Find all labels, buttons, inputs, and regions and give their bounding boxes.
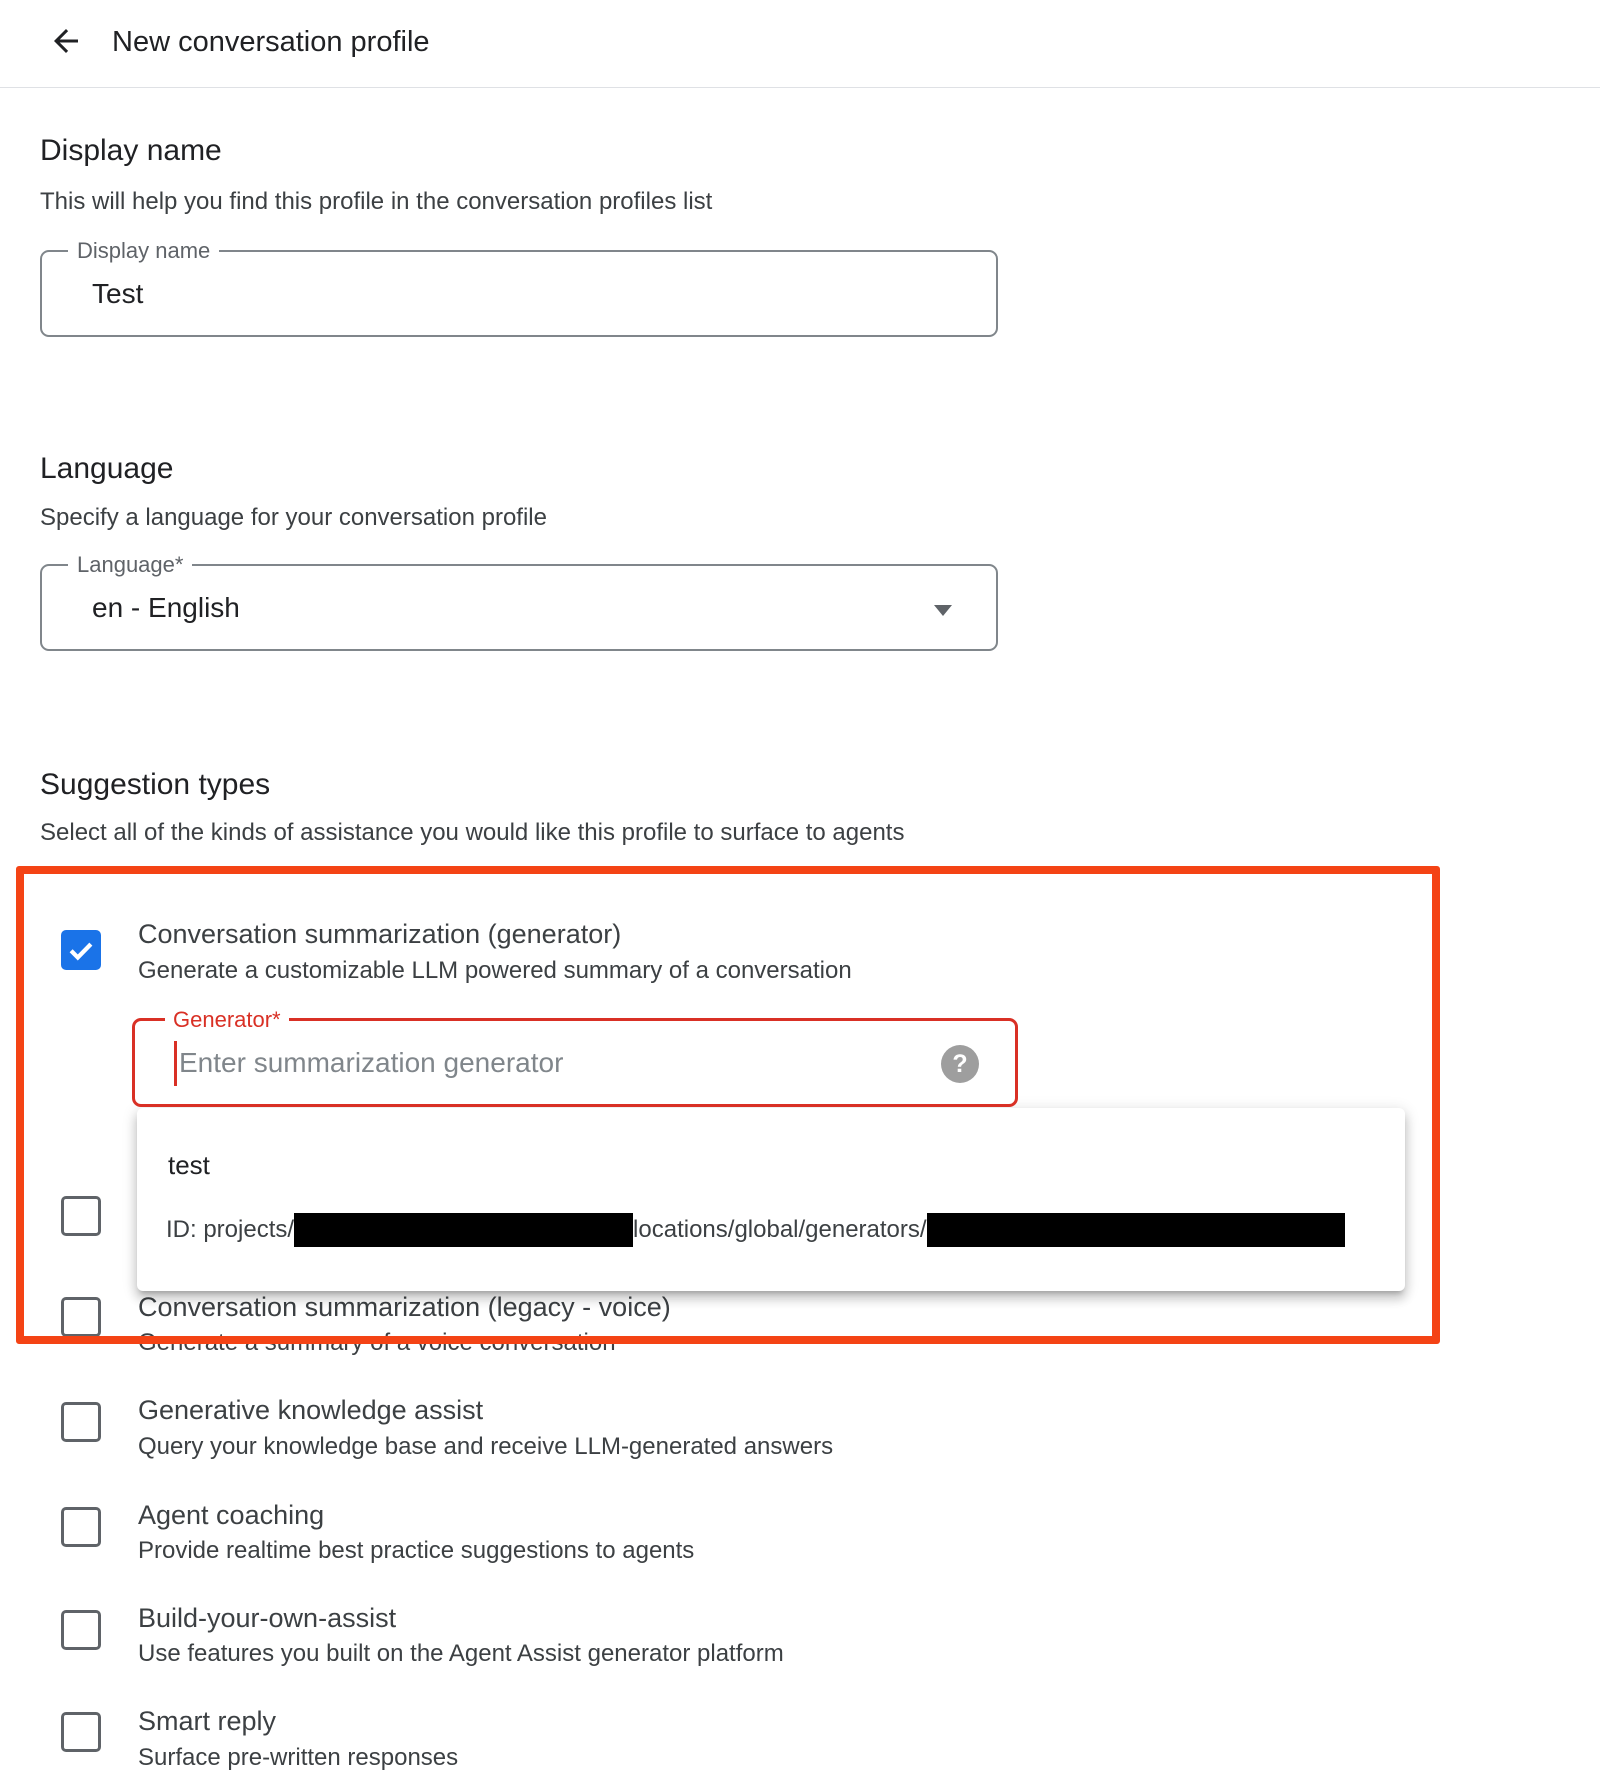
language-select-value: en - English [92,591,240,623]
suggestion-item-label: Build-your-own-assist [138,1603,397,1633]
page-title: New conversation profile [112,26,430,58]
checkbox-build-your-own-assist[interactable] [61,1610,101,1650]
generator-option-id [166,1213,1345,1247]
generator-option-title: test [168,1150,210,1180]
language-heading: Language [40,452,174,485]
redaction-bar [927,1213,1345,1247]
suggestion-item-description: Generate a customizable LLM powered summary of a conversation [138,957,852,984]
header [0,0,1600,88]
generator-field [132,1007,1018,1107]
suggestion-types-description: Select all of the kinds of assistance you would like this profile to surface to agents [40,819,905,846]
suggestion-item-description: Surface pre-written responses [138,1744,459,1771]
checkbox-hidden-row[interactable] [61,1196,101,1236]
generator-option-id-prefix: ID: projects/ [166,1216,295,1243]
display-name-field[interactable] [40,238,998,337]
suggestion-item-description: Generate a summary of a voice conversation [138,1329,616,1356]
generator-field-label: Generator* [165,1007,289,1033]
redaction-bar [294,1213,633,1247]
generator-option-id-middle: locations/global/generators/ [633,1216,927,1243]
suggestion-item-label: Conversation summarization (generator) [138,919,622,949]
suggestion-item-description: Provide realtime best practice suggestions to agents [138,1537,695,1564]
language-description: Specify a language for your conversation profile [40,504,547,531]
arrow-back-icon [48,47,84,62]
generator-option-test[interactable] [137,1108,1405,1291]
text-cursor [174,1041,177,1086]
back-button[interactable] [44,20,88,64]
suggestion-item-label: Agent coaching [138,1500,325,1530]
suggestion-item-description: Query your knowledge base and receive LLM-generated answers [138,1433,834,1460]
language-select-label: Language* [68,552,192,578]
display-name-description: This will help you find this profile in the conversation profiles list [40,188,713,215]
checkbox-smart-reply[interactable] [61,1712,101,1752]
language-select[interactable] [40,552,998,651]
display-name-field-value: Test [92,277,144,309]
chevron-down-icon [934,605,952,616]
checkbox-conversation-summarization-legacy-voice[interactable] [61,1297,101,1337]
checkmark-icon [65,934,97,966]
suggestion-item-label: Conversation summarization (legacy - voice) [138,1292,671,1322]
display-name-field-label: Display name [68,238,219,264]
suggestion-types-heading: Suggestion types [40,768,271,801]
checkbox-conversation-summarization-generator[interactable] [61,930,101,970]
generator-input[interactable] [179,1023,919,1102]
generator-autocomplete-panel [137,1108,1405,1291]
help-icon[interactable]: ? [941,1045,979,1083]
display-name-heading: Display name [40,134,222,167]
suggestion-item-label: Smart reply [138,1706,277,1736]
checkbox-generative-knowledge-assist[interactable] [61,1402,101,1442]
checkbox-agent-coaching[interactable] [61,1507,101,1547]
suggestion-item-label: Generative knowledge assist [138,1395,484,1425]
suggestion-item-description: Use features you built on the Agent Assist generator platform [138,1640,784,1667]
